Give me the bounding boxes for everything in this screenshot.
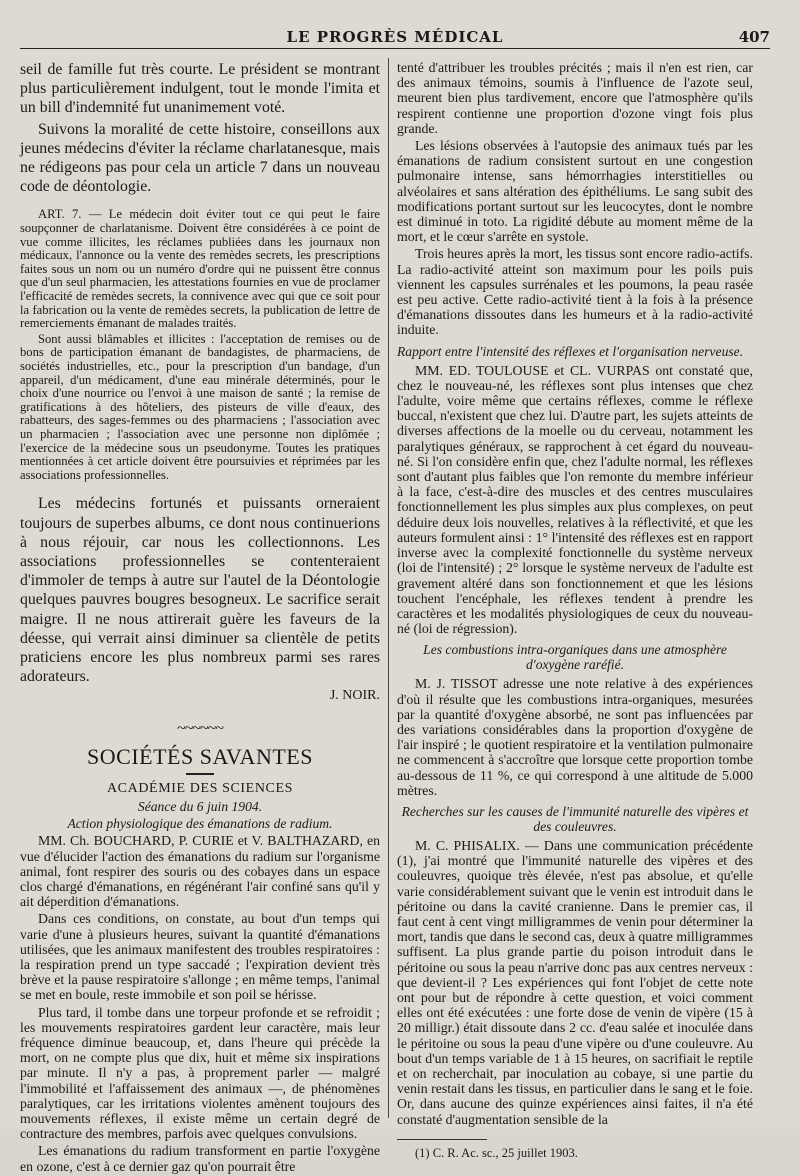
page-header: [20, 20, 770, 50]
paragraph: Dans ces conditions, on constate, au bout d'un temps qui varie d'une à plusieurs heures, suivant la quantité d'émanations utilisées, que les animaux manifestent des troubles respiratoires : la respiration prend un type saccadé ; l'expiration devient très brève et la pause respiratoire s'allonge ; en même temps, l'animal se met en boule, reste immobile et son poil se hérisse.: [20, 911, 380, 1003]
subheading: Rapport entre l'intensité des réflexes et l'organisation nerveuse.: [397, 343, 744, 359]
paragraph: tenté d'attribuer les troubles précités ; mais il n'en est rien, car des animaux témoins, soumis à l'influence de l'azote seul, meurent bien plus tardivement, encore que l'atmosphère qu'ils respirent contienne une proportion d'ozone vingt fois plus grande.: [397, 60, 753, 136]
right-column: [397, 60, 753, 1162]
column-divider: [388, 58, 389, 1118]
author-signature: J. NOIR.: [329, 688, 380, 704]
subheading: Les combustions intra-organiques dans une atmosphère d'oxygène raréfié.: [423, 642, 727, 673]
header-rule: [20, 48, 770, 49]
paragraph: Plus tard, il tombe dans une torpeur profonde et se refroidit ; les mouvements respiratoires gardent leur caractère, mais leur fréquence diminue beaucoup, et, dans l'heure qui précède la mort, on ne compte plus que dix, huit et même six inspirations par minute. Il n'y a pas, à proprement parler — malgré l'immobilité et l'affaissement des animaux —, de phénomènes paralytiques, car les irritations violentes amènent toujours des mouvements réflexes, il existe même un certain degré de contracture des membres, parfois avec quelques convulsions.: [20, 1004, 380, 1142]
footnote-rule: [397, 1139, 487, 1140]
footnote: (1) C. R. Ac. sc., 25 juillet 1903.: [415, 1145, 578, 1160]
section-heading: SOCIÉTÉS SAVANTES: [87, 744, 313, 770]
paragraph: MM. ED. TOULOUSE et CL. VURPAS ont constaté que, chez le nouveau-né, les réflexes sont plus intenses que chez l'adulte, voire même que certains réflexes, comme le réflexe buccal, n'existent que chez lui. D'autre part, les sujets atteints de diverses affections de la moelle ou du cerveau, notamment les paralytiques généraux, se rapprochent à cet égard du nouveau-né. Si l'on considère enfin que, chez l'adulte normal, les réflexes sont d'autant plus faibles que l'on remonte du membre inférieur à la face, c'est-à-dire des muscles et des centres musculaires fonctionnellement les plus simples aux plus complexes, on peut déduire deux lois nouvelles, relatives à la réflectivité, et que les auteurs formulent ainsi : 1° l'intensité des réflexes est en rapport inverse avec la complexité fonctionnelle du système nerveux (loi de l'intensité) ; 2° lorsque le système nerveux de l'adulte est gravement altéré dans son fonctionnement et que les lésions touchent l'encéphale, les réflexes tendent à prendre les caractères et les modalités physiologiques de ceux du nouveau-né (loi de régression).: [397, 362, 753, 637]
session-date: Séance du 6 juin 1904.: [137, 799, 263, 815]
article-title: Action physiologique des émanations de radium.: [67, 816, 333, 832]
paragraph: Suivons la moralité de cette histoire, conseillons aux jeunes médecins d'éviter la réclame charlatanesque, mais ne rédigeons pas pour cela un article 7 dans un nouveau code de déontologie.: [20, 120, 380, 196]
paragraph: M. C. PHISALIX. — Dans une communication précédente (1), j'ai montré que l'immunité naturelle des vipères et des couleuvres, quoique très élevée, n'est pas absolue, et qu'elle varie considérablement suivant que le venin est introduit dans le péritoine ou dans la cavité cranienne. Dans le premier cas, il faut cent à cent vingt milligrammes de venin pour déterminer la mort, tandis que dans le second cas, deux à quatre milligrammes suffisent. La plus grande partie du poison introduit dans le péritoine ou sous la peau n'arrive donc pas aux centres nerveux : que devient-il ? Les expériences qui font l'objet de cette note ont pour but de répondre à cette question, et voici comment elles ont été exécutées : une forte dose de venin de vipère (15 à 20 milligr.) était dissoute dans 2 cc. d'eau salée et inoculée dans le péritoine ou sous la peau d'une vipère ou d'une couleuvre. Au bout d'un temps variable de 1 à 15 heures, on sacrifiait le reptile et on recherchait, par inoculation au cobaye, si une partie du venin restait dans les tissus, en particulier dans le sang et le foie. Or, dans aucune des quinze expériences ainsi faites, il n'a été constaté d'augmentation sensible de la: [397, 837, 753, 1127]
page-number: 407: [738, 28, 770, 46]
paragraph: M. J. TISSOT adresse une note relative à des expériences d'où il résulte que les combustions intra-organiques, mesurées par la quantité d'oxygène absorbé, ne sont pas influencées par des variations considérables dans la proportion d'oxygène de l'air inspiré ; le quotient respiratoire et la ventilation pulmonaire ne commencent à s'accroître que lorsque cette proportion tombe au-dessous de 11 %, ce qui correspond à une altitude de 5.000 mètres.: [397, 676, 753, 798]
paragraph: Les médecins fortunés et puissants orneraient toujours de superbes albums, ce dont nous continuerions à nous réjouir, car nous les collectionnons. Les associations professionnelles se contenteraient d'immoler de temps à autre sur l'autel de la Déontologie quelques pauvres bougres besogneux. Le sacrifice serait maigre. Il ne nous attirerait guère les faveurs de la déesse, qui verrait ainsi diminuer sa clientèle de petits praticiens encore les plus nombreux parmi ses rares adorateurs.: [20, 495, 380, 686]
paragraph: MM. Ch. BOUCHARD, P. CURIE et V. BALTHAZARD, en vue d'élucider l'action des émanations du radium sur l'organisme animal, font respirer des souris ou des cobayes dans un espace clos chargé d'émanations, en régénérant l'air confiné sans qu'il y ait déperdition d'émanations.: [20, 833, 380, 910]
journal-title: LE PROGRÈS MÉDICAL: [286, 28, 504, 46]
academy-heading: ACADÉMIE DES SCIENCES: [106, 781, 294, 797]
article-7-continued: Sont aussi blâmables et illicites : l'acceptation de remises ou de bons de participation émanant de bandagistes, de pharmaciens, de sociétés industrielles, etc., pour la prescription d'un bandage, d'un appareil, d'un médicament, d'une eau minérale déterminés, pour le choix d'une nourrice ou l'envoi à une maison de santé ; la remise de gratifications à des hôteliers, des pisteurs de ville d'eaux, des rabatteurs, des sages-femmes ou des pharmaciens ; l'association avec un pharmacien ; l'association avec une personne non diplômée ; l'exercice de la médecine sous un pseudonyme. Toutes les pratiques mentionnées à cet article doivent être poursuivies et réprimées par les associations professionnelles.: [20, 331, 380, 482]
paragraph: Les émanations du radium transforment en partie l'oxygène en ozone, c'est à ce dernier gaz qu'on pourrait être: [20, 1143, 380, 1174]
left-column: [20, 60, 380, 1176]
subheading: Recherches sur les causes de l'immunité naturelle des vipères et des couleuvres.: [401, 803, 749, 834]
paragraph: seil de famille fut très courte. Le président se montrant plus particulièrement indulgent, tout le monde l'imita et un bill d'indemnité fut unanimement voté.: [20, 61, 380, 117]
ornament-divider: ~~~~~~: [177, 720, 223, 738]
section-rule: [186, 773, 214, 775]
article-7-text: ART. 7. — Le médecin doit éviter tout ce qui peut le faire soupçonner de charlatanisme. Doivent être considérées à ce point de vue comme illicites, les réclames publiées dans les journaux non médicaux, l'annonce ou la vente des remèdes secrets, les prescriptions faites sous un nom ou un numéro d'ordre qui ne puissent être connus que d'un seul pharmacien, les attestations fournies en vue de proclamer l'efficacité de remèdes secrets, la connivence avec qui que ce soit pour la fabrication ou la vente de remèdes secrets, la publication de lettre de remerciements émanant de malades traités.: [20, 207, 380, 331]
paragraph: Trois heures après la mort, les tissus sont encore radio-actifs. La radio-activité atteint son maximum pour les poils puis viennent les capsules surrénales et les poumons, la peau rasée est peu active. Cette radio-activité tient à la fois à la présence d'émanations dissoutes dans les humeurs et à la radio-activité induite.: [397, 246, 753, 338]
paragraph: Les lésions observées à l'autopsie des animaux tués par les émanations de radium consistent surtout en une congestion pulmonaire intense, sans hémorrhagies interstitielles ou alvéolaires et sans altération des épithéliums. Le sang subit des modifications portant surtout sur les leucocytes, dont le nombre est diminué in toto. La rigidité débute au moment même de la mort, et le cœur s'arrête en systole.: [397, 138, 753, 245]
